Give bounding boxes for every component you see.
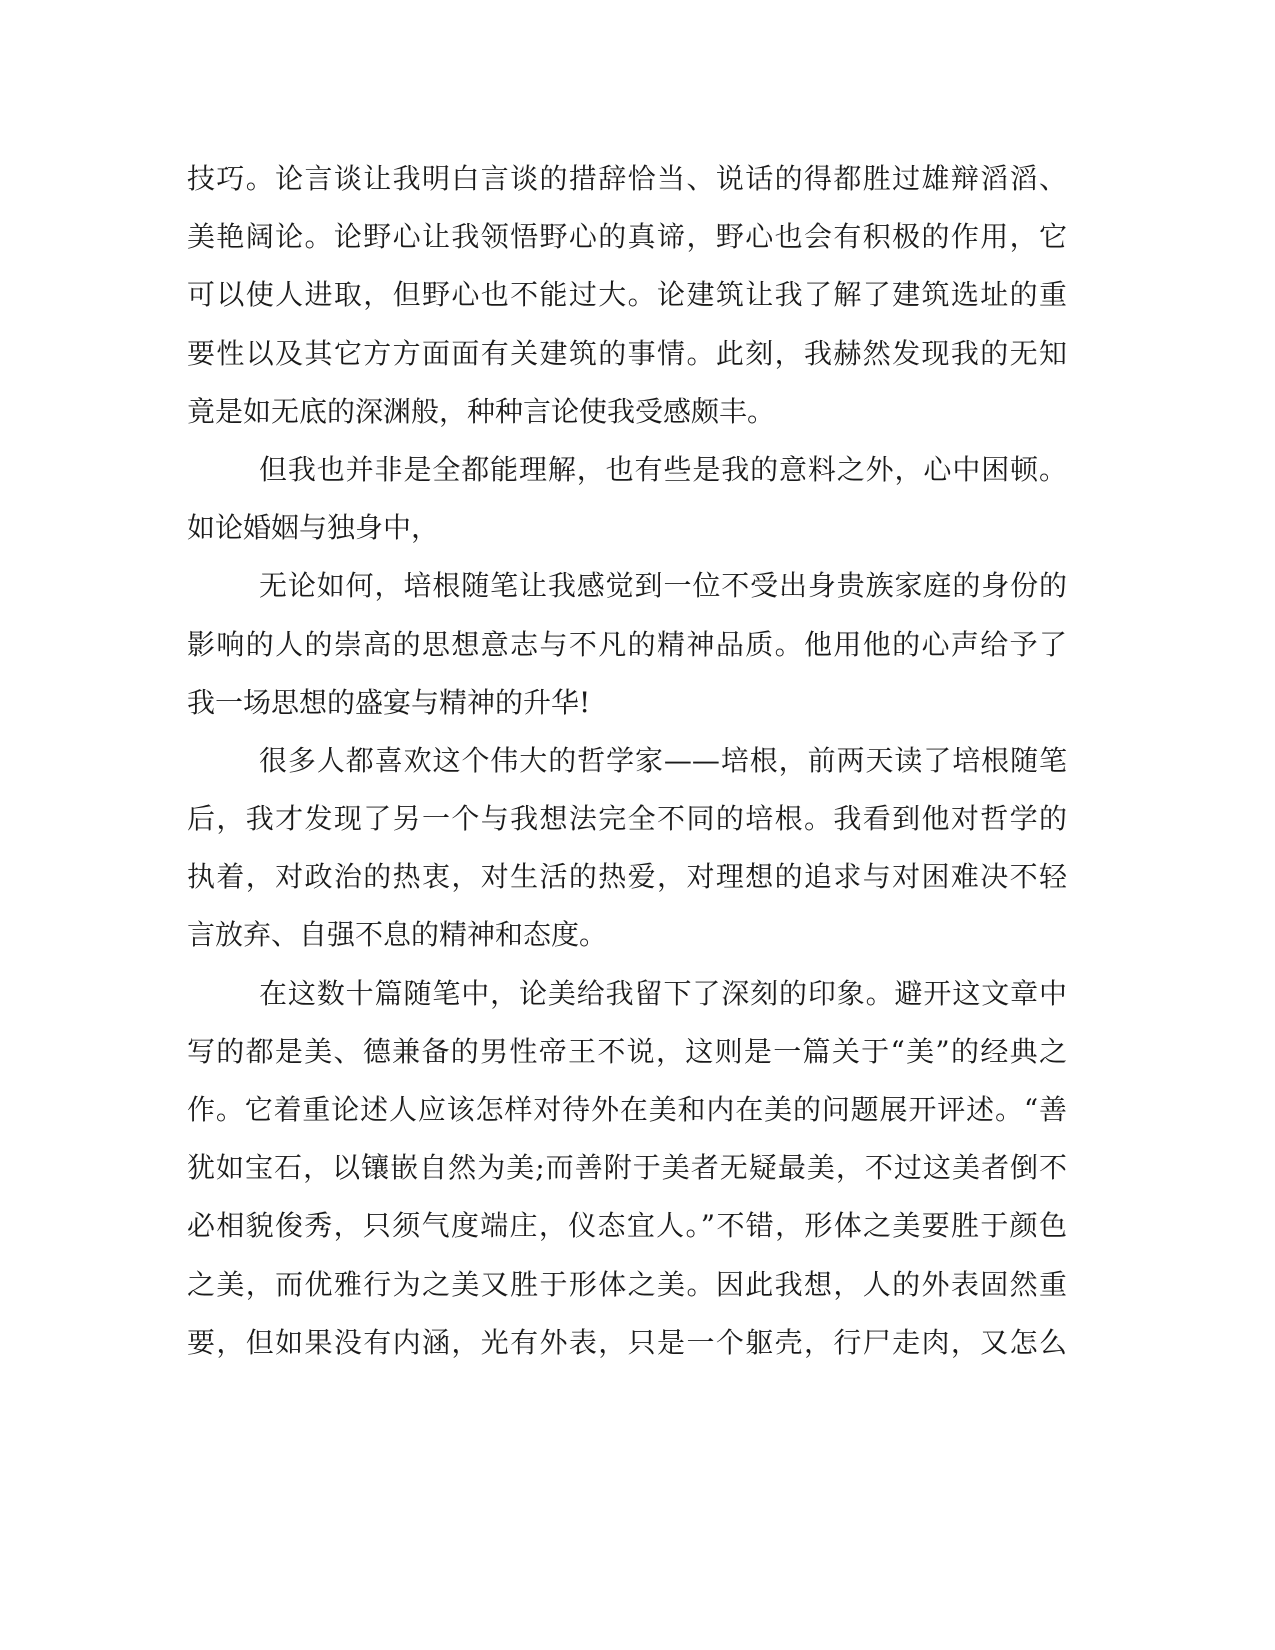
text-line: 可以使人进取，但野心也不能过大。论建筑让我了解了建筑选址的重 [187, 278, 1067, 312]
text-line: 要，但如果没有内涵，光有外表，只是一个躯壳，行尸走肉，又怎么 [187, 1325, 1067, 1359]
text-line: 技巧。论言谈让我明白言谈的措辞恰当、说话的得都胜过雄辩滔滔、 [187, 162, 1067, 195]
text-line: 必相貌俊秀，只须气度端庄，仪态宜人。”不错，形体之美要胜于颜色 [187, 1209, 1067, 1243]
text-line: 我一场思想的盛宴与精神的升华! [187, 685, 591, 719]
text-line: 要性以及其它方方面面有关建筑的事情。此刻，我赫然发现我的无知 [187, 336, 1067, 370]
text-line: 言放弃、自强不息的精神和态度。 [187, 918, 608, 952]
text-line: 如论婚姻与独身中， [187, 511, 440, 545]
text-line: 执着，对政治的热衷，对生活的热爱，对理想的追求与对困难决不轻 [187, 860, 1067, 894]
paragraph-first-line: 很多人都喜欢这个伟大的哲学家——培根，前两天读了培根随笔 [259, 743, 1067, 777]
text-line: 之美，而优雅行为之美又胜于形体之美。因此我想，人的外表固然重 [187, 1267, 1067, 1301]
body-text [187, 150, 1067, 1372]
text-line: 影响的人的崇高的思想意志与不凡的精神品质。他用他的心声给予了 [187, 627, 1067, 661]
text-line: 犹如宝石，以镶嵌自然为美;而善附于美者无疑最美，不过这美者倒不 [187, 1151, 1067, 1185]
text-line: 后，我才发现了另一个与我想法完全不同的培根。我看到他对哲学的 [187, 802, 1067, 836]
text-line: 竟是如无底的深渊般，种种言论使我受感颇丰。 [187, 394, 776, 428]
text-line: 作。它着重论述人应该怎样对待外在美和内在美的问题展开评述。“善 [187, 1093, 1067, 1126]
text-line: 写的都是美、德兼备的男性帝王不说，这则是一篇关于“美”的经典之 [187, 1034, 1067, 1068]
text-line: 美艳阔论。论野心让我领悟野心的真谛，野心也会有积极的作用，它 [187, 220, 1067, 254]
paragraph-first-line: 但我也并非是全都能理解，也有些是我的意料之外，心中困顿。 [259, 452, 1067, 486]
paragraph-first-line: 在这数十篇随笔中，论美给我留下了深刻的印象。避开这文章中 [259, 976, 1067, 1010]
paragraph-first-line: 无论如何，培根随笔让我感觉到一位不受出身贵族家庭的身份的 [259, 569, 1067, 603]
